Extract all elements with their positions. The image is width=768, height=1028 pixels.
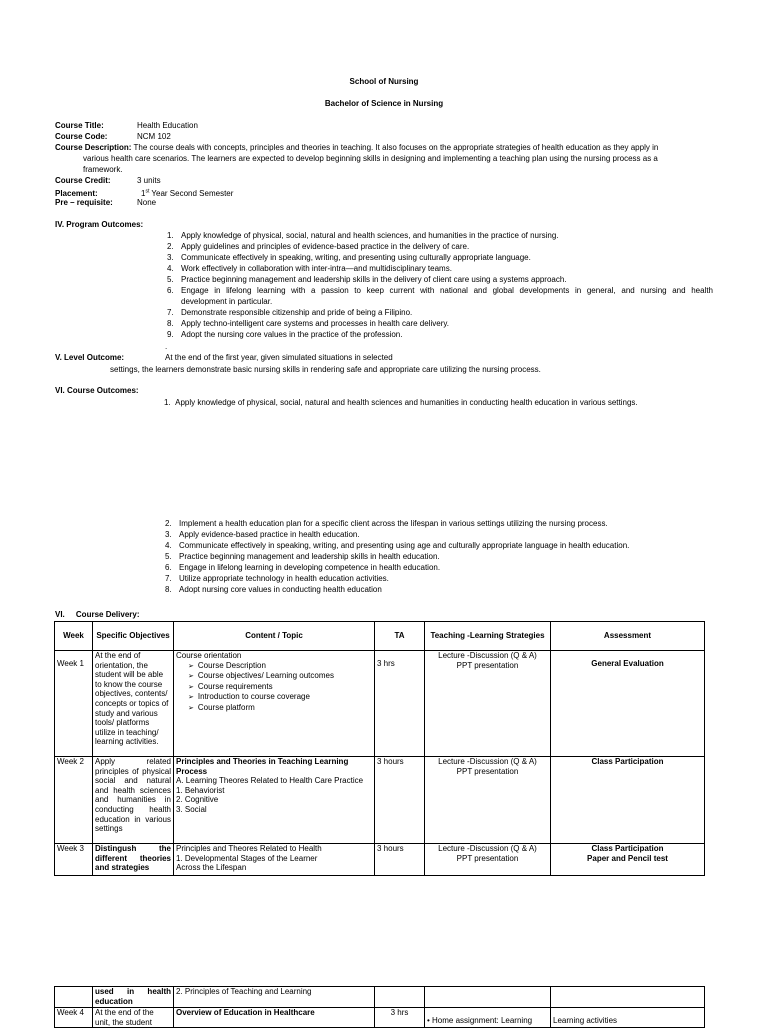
table-row: [55, 651, 705, 757]
placement-label: Placement:: [55, 188, 98, 198]
course-description-line1: The course deals with concepts, principles and theories in teaching. It also focuses on the appropriate strategies of health education as they apply in: [133, 143, 659, 152]
program-outcomes-heading: IV. Program Outcomes:: [55, 220, 144, 229]
program-outcome-item: 7. Demonstrate responsible citizenship and pride of being a Filipino.: [167, 308, 413, 317]
week-cell: Week 4: [55, 1008, 93, 1028]
strategies-cell: • Home assignment: Learning: [425, 1008, 551, 1028]
course-outcome-item: 8. Adopt nursing core values in conducting health education: [165, 585, 382, 594]
objectives-cell: At the end of orientation, the student will be able to know the course objectives, contents/ concepts or topics of study and various tools/ platforms utilize in teaching/ learning activities.: [93, 651, 174, 757]
course-code-label: Course Code:: [55, 132, 108, 141]
course-outcome-item: 1. Apply knowledge of physical, social, natural and health sciences and humanities in conducting health education in various settings.: [164, 398, 638, 407]
objectives-cell: Distingush the different theories and strategies: [93, 844, 174, 876]
program-outcomes-list: [167, 230, 713, 340]
column-header-week: Week: [55, 622, 93, 651]
course-title-label: Course Title:: [55, 121, 104, 130]
content-bullet: ➢ Course platform: [188, 703, 372, 714]
program-outcome-item: 3. Communicate effectively in speaking, writing, and presenting using culturally appropriate language.: [167, 253, 531, 262]
program-outcome-item: 8. Apply techno-intelligent care systems and processes in health care delivery.: [167, 319, 449, 328]
ta-cell: 3 hrs: [375, 1008, 425, 1028]
column-header-ta: TA: [375, 622, 425, 651]
week-cell: Week 3: [55, 844, 93, 876]
level-outcome-label: V. Level Outcome:: [55, 353, 125, 362]
program-outcome-item: 4. Work effectively in collaboration with inter-intra—and multidisciplinary teams.: [167, 264, 452, 273]
course-credit-row: [55, 175, 161, 186]
course-outcomes-heading: VI. Course Outcomes:: [55, 386, 139, 395]
ta-cell: 3 hours: [375, 844, 425, 876]
ta-cell: 3 hrs: [375, 651, 425, 757]
course-outcomes-list: [165, 518, 699, 595]
week-cell: [55, 987, 93, 1008]
strategies-cell: [425, 987, 551, 1008]
strategies-cell: Lecture -Discussion (Q & A) PPT presentation: [425, 651, 551, 757]
program-outcome-item: 6. Engage in lifelong learning with a passion to keep current with national and global developments in general, and nursing and health: [167, 286, 713, 295]
content-bullet: ➢ Course requirements: [188, 682, 372, 693]
program-outcome-item: 2. Apply guidelines and principles of evidence-based practice in the delivery of care.: [167, 242, 470, 251]
assessment-cell: [551, 987, 705, 1008]
course-description-line2: various health care scenarios. The learners are expected to develop beginning skills in designing and implementing a teaching plan using the nursing process as a: [83, 154, 658, 163]
course-title-row: [55, 120, 198, 131]
course-outcome-item: 3. Apply evidence-based practice in health education.: [165, 530, 360, 539]
objectives-cell: used in health education: [93, 987, 174, 1008]
course-outcome-item: 6. Engage in lifelong learning in developing competence in health education.: [165, 563, 441, 572]
prerequisite-value: None: [137, 198, 157, 207]
level-outcome-line1: At the end of the first year, given simulated situations in selected: [165, 353, 393, 362]
course-outcome-item: 2. Implement a health education plan for a specific client across the lifespan in various settings utilizing the nursing process.: [165, 519, 608, 528]
program-outcome-item: 9. Adopt the nursing core values in the practice of the profession.: [167, 330, 403, 339]
content-cell: Course orientation ➢ Course Description ➢ Course objectives/ Learning outcomes ➢ Course requirements ➢ Introduction to course coverage ➢ Course platform: [174, 651, 375, 757]
column-header-strategies: Teaching -Learning Strategies: [425, 622, 551, 651]
program-outcome-item: 1. Apply knowledge of physical, social, natural and health sciences, and humanities in the practice of nursing.: [167, 231, 559, 240]
course-description-label: Course Description:: [55, 143, 132, 152]
course-title-value: Health Education: [137, 121, 198, 130]
program-name: Bachelor of Science in Nursing: [324, 99, 444, 108]
table-header-row: [55, 622, 705, 651]
ta-cell: 3 hours: [375, 757, 425, 844]
course-delivery-table: [54, 621, 705, 876]
course-credit-label: Course Credit:: [55, 176, 111, 185]
stray-dot: .: [165, 342, 168, 351]
course-description-row: [55, 142, 658, 153]
column-header-content: Content / Topic: [174, 622, 375, 651]
table-row: [55, 844, 705, 876]
assessment-cell: Class Participation Paper and Pencil test: [551, 844, 705, 876]
course-description-line3: framework.: [83, 165, 123, 174]
ta-cell: [375, 987, 425, 1008]
prerequisite-label: Pre – requisite:: [55, 198, 113, 207]
column-header-assessment: Assessment: [551, 622, 705, 651]
course-outcome-item: 4. Communicate effectively in speaking, writing, and presenting using age and culturally appropriate language in health education.: [165, 541, 630, 550]
level-outcome-line2: settings, the learners demonstrate basic nursing skills in rendering safe and appropriate care utilizing the nursing process.: [110, 365, 541, 374]
week-cell: Week 1: [55, 651, 93, 757]
assessment-cell: Class Participation: [551, 757, 705, 844]
prerequisite-row: [55, 197, 156, 208]
content-cell: 2. Principles of Teaching and Learning: [174, 987, 375, 1008]
table-row: [55, 757, 705, 844]
column-header-objectives: Specific Objectives: [93, 622, 174, 651]
strategies-cell: Lecture -Discussion (Q & A) PPT presentation: [425, 844, 551, 876]
course-code-row: [55, 131, 171, 142]
content-bullet: ➢ Course Description: [188, 661, 372, 672]
course-delivery-heading: VI. Course Delivery:: [55, 610, 140, 619]
content-cell: Principles and Theories in Teaching Learning Process A. Learning Theores Related to Health Care Practice 1. Behaviorist 2. Cognitive 3. Social: [174, 757, 375, 844]
program-outcome-item: development in particular.: [181, 297, 273, 306]
content-cell: Principles and Theores Related to Health 1. Developmental Stages of the Learner Across the Lifespan: [174, 844, 375, 876]
content-bullet: ➢ Course objectives/ Learning outcomes: [188, 671, 372, 682]
content-bullet: ➢ Introduction to course coverage: [188, 692, 372, 703]
course-credit-value: 3 units: [137, 176, 161, 185]
program-outcome-item: 5. Practice beginning management and leadership skills in the delivery of client care using a systems approach.: [167, 275, 567, 284]
strategies-cell: Lecture -Discussion (Q & A) PPT presentation: [425, 757, 551, 844]
school-name: School of Nursing: [349, 77, 419, 86]
course-code-value: NCM 102: [137, 132, 171, 141]
table-row: [55, 1008, 705, 1028]
course-outcome-item: 5. Practice beginning management and leadership skills in health education.: [165, 552, 440, 561]
objectives-cell: Apply related principles of physical social and natural and health sciences and humanities in conducting health education in various settings: [93, 757, 174, 844]
level-outcome-row: [55, 352, 393, 363]
placement-value: 1st Year Second Semester: [141, 188, 234, 198]
course-delivery-table-continued: [54, 986, 705, 1028]
table-row: [55, 987, 705, 1008]
content-cell: Overview of Education in Healthcare: [174, 1008, 375, 1028]
course-outcome-item: 7. Utilize appropriate technology in health education activities.: [165, 574, 389, 583]
objectives-cell: At the end of the unit, the student: [93, 1008, 174, 1028]
assessment-cell: General Evaluation: [551, 651, 705, 757]
week-cell: Week 2: [55, 757, 93, 844]
assessment-cell: Learning activities: [551, 1008, 705, 1028]
